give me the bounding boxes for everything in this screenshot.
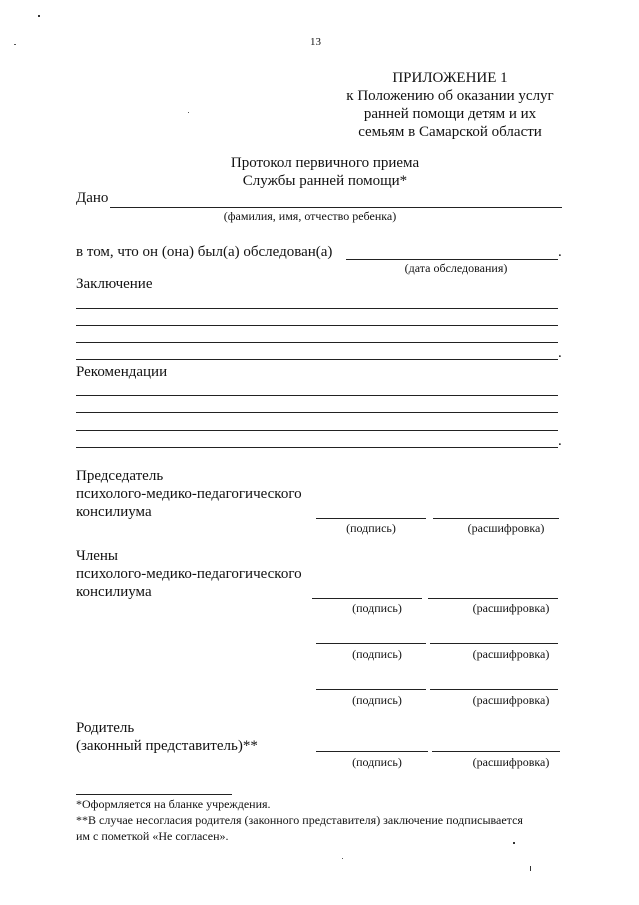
footnote-separator [76, 794, 232, 795]
conclusion-line-3[interactable] [76, 342, 558, 343]
member3-decode-line[interactable] [430, 689, 558, 690]
member1-decode-line[interactable] [428, 598, 558, 599]
chair-signature-line[interactable] [316, 518, 426, 519]
parent-label-line1: Родитель [76, 720, 135, 736]
member3-decode-caption: (расшифровка) [472, 693, 550, 707]
recommendations-line-4[interactable] [76, 447, 558, 448]
member1-decode-caption: (расшифровка) [472, 601, 550, 615]
footnote-3: им с пометкой «Не согласен». [76, 829, 229, 843]
chair-sign-caption: (подпись) [346, 521, 396, 535]
conclusion-label: Заключение [76, 276, 153, 292]
appendix-ref-line1: к Положению об оказании услуг [346, 88, 554, 104]
given-field-line[interactable] [110, 207, 562, 208]
scan-speck [530, 866, 531, 871]
recommendations-line-2[interactable] [76, 412, 558, 413]
member1-signature-line[interactable] [312, 598, 422, 599]
scan-speck [38, 15, 40, 17]
appendix-ref-line3: семьям в Самарской области [358, 124, 542, 140]
chair-label-line3: консилиума [76, 504, 152, 520]
scan-speck [188, 112, 189, 113]
scan-speck [14, 44, 16, 45]
appendix-ref-line2: ранней помощи детям и их [363, 106, 537, 122]
member1-sign-caption: (подпись) [352, 601, 402, 615]
parent-sign-caption: (подпись) [352, 755, 402, 769]
recommendations-period: . [558, 433, 562, 449]
parent-decode-line[interactable] [432, 751, 560, 752]
scan-speck [513, 842, 515, 844]
member3-sign-caption: (подпись) [352, 693, 402, 707]
page-number: 13 [310, 36, 321, 48]
chair-label-line2: психолого-медико-педагогического [76, 486, 302, 502]
member2-decode-caption: (расшифровка) [472, 647, 550, 661]
footnote-2: **В случае несогласия родителя (законного представителя) заключение подписывается [76, 813, 523, 827]
recommendations-line-1[interactable] [76, 395, 558, 396]
parent-label-line2: (законный представитель)** [76, 738, 258, 754]
member2-decode-line[interactable] [430, 643, 558, 644]
recommendations-line-3[interactable] [76, 430, 558, 431]
conclusion-period: . [558, 345, 562, 361]
parent-decode-caption: (расшифровка) [472, 755, 550, 769]
recommendations-label: Рекомендации [76, 364, 168, 380]
given-caption: (фамилия, имя, отчество ребенка) [223, 209, 397, 223]
document-title-line2: Службы ранней помощи* [242, 173, 408, 189]
members-label-line3: консилиума [76, 584, 152, 600]
conclusion-line-1[interactable] [76, 308, 558, 309]
exam-label: в том, что он (она) был(а) обследован(а) [76, 244, 333, 260]
footnote-1: *Оформляется на бланке учреждения. [76, 797, 271, 811]
conclusion-line-4[interactable] [76, 359, 558, 360]
given-label: Дано [76, 190, 109, 206]
exam-caption: (дата обследования) [404, 261, 508, 275]
member2-sign-caption: (подпись) [352, 647, 402, 661]
members-label-line1: Члены [76, 548, 118, 564]
appendix-title: ПРИЛОЖЕНИЕ 1 [392, 70, 508, 86]
members-label-line2: психолого-медико-педагогического [76, 566, 302, 582]
chair-decode-caption: (расшифровка) [467, 521, 545, 535]
exam-period: . [558, 244, 562, 260]
document-title-line1: Протокол первичного приема [230, 155, 420, 171]
chair-label-line1: Председатель [76, 468, 164, 484]
member3-signature-line[interactable] [316, 689, 426, 690]
chair-decode-line[interactable] [433, 518, 559, 519]
parent-signature-line[interactable] [316, 751, 428, 752]
conclusion-line-2[interactable] [76, 325, 558, 326]
scan-speck [342, 858, 343, 859]
exam-date-field-line[interactable] [346, 259, 558, 260]
member2-signature-line[interactable] [316, 643, 426, 644]
